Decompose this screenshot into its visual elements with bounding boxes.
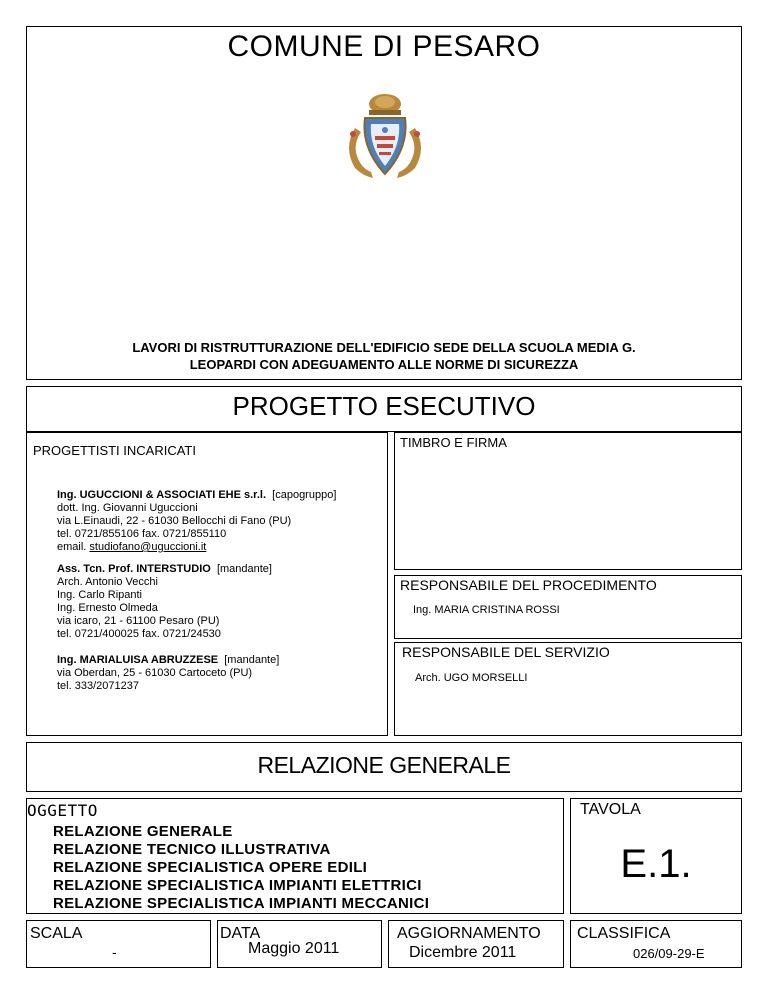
group3-role: [mandante]	[224, 654, 280, 666]
oggetto-item: RELAZIONE GENERALE	[53, 823, 233, 840]
timbro-box	[394, 432, 742, 570]
oggetto-item: RELAZIONE SPECIALISTICA IMPIANTI MECCANICI	[53, 895, 430, 912]
aggiornamento-label: AGGIORNAMENTO	[397, 925, 541, 942]
classifica-value: 026/09-29-E	[633, 946, 705, 961]
oggetto-label: OGGETTO	[27, 801, 98, 820]
group2-line: Ing. Carlo Ripanti	[57, 589, 142, 601]
scala-value: -	[112, 944, 117, 960]
oggetto-list	[53, 823, 429, 913]
resp-procedimento-name: Ing. MARIA CRISTINA ROSSI	[413, 604, 560, 616]
resp-servizio-name: Arch. UGO MORSELLI	[415, 672, 528, 684]
scala-label: SCALA	[30, 925, 83, 942]
group1-line: dott. Ing. Giovanni Uguccioni	[57, 502, 198, 514]
tavola-value: E.1.	[620, 842, 692, 886]
progettista-group-1	[57, 489, 336, 554]
oggetto-item: RELAZIONE TECNICO ILLUSTRATIVA	[53, 841, 331, 858]
group3-line: tel. 333/2071237	[57, 680, 139, 692]
lavori-line-1: LAVORI DI RISTRUTTURAZIONE DELL'EDIFICIO SEDE DELLA SCUOLA MEDIA G.	[132, 340, 636, 355]
group2-line: Ing. Ernesto Olmeda	[57, 602, 158, 614]
header-box	[26, 26, 742, 380]
progettista-group-3	[57, 654, 279, 693]
group1-line: via L.Einaudi, 22 - 61030 Bellocchi di Fano (PU)	[57, 515, 292, 527]
lavori-description	[26, 339, 742, 373]
resp-servizio-heading: RESPONSABILE DEL SERVIZIO	[402, 644, 610, 660]
oggetto-item: RELAZIONE SPECIALISTICA IMPIANTI ELETTRICI	[53, 877, 422, 894]
tavola-label: TAVOLA	[580, 801, 641, 818]
resp-procedimento-heading: RESPONSABILE DEL PROCEDIMENTO	[400, 577, 657, 593]
comune-title: COMUNE DI PESARO	[227, 30, 541, 63]
group2-line: Arch. Antonio Vecchi	[57, 576, 158, 588]
oggetto-item: RELAZIONE SPECIALISTICA OPERE EDILI	[53, 859, 368, 876]
email-label: email.	[57, 541, 90, 553]
lavori-line-2: LEOPARDI CON ADEGUAMENTO ALLE NORME DI SICUREZZA	[189, 357, 579, 372]
progettista-group-2	[57, 563, 272, 641]
group2-role: [mandante]	[216, 563, 272, 575]
data-value: Maggio 2011	[248, 940, 340, 957]
data-label: DATA	[220, 925, 261, 942]
group3-name: Ing. MARIALUISA ABRUZZESE	[57, 654, 219, 666]
group1-line: tel. 0721/855106 fax. 0721/855110	[57, 528, 227, 540]
group3-line: via Oberdan, 25 - 61030 Cartoceto (PU)	[57, 667, 253, 679]
relazione-title: RELAZIONE GENERALE	[257, 752, 511, 778]
group2-line: tel. 0721/400025 fax. 0721/24530	[57, 628, 221, 640]
group1-role: [capogruppo]	[272, 489, 337, 501]
classifica-label: CLASSIFICA	[577, 925, 671, 942]
email-link[interactable]: studiofano@uguccioni.it	[89, 541, 207, 553]
group2-line: via icaro, 21 - 61100 Pesaro (PU)	[57, 615, 220, 627]
coat-of-arms-icon	[335, 88, 435, 188]
group2-name: Ass. Tcn. Prof. INTERSTUDIO	[57, 563, 211, 575]
timbro-label: TIMBRO E FIRMA	[400, 435, 507, 450]
progetto-title: PROGETTO ESECUTIVO	[232, 391, 536, 421]
progettisti-heading: PROGETTISTI INCARICATI	[33, 443, 196, 458]
group1-name: Ing. UGUCCIONI & ASSOCIATI EHE s.r.l.	[57, 489, 267, 501]
aggiornamento-value: Dicembre 2011	[409, 944, 517, 961]
